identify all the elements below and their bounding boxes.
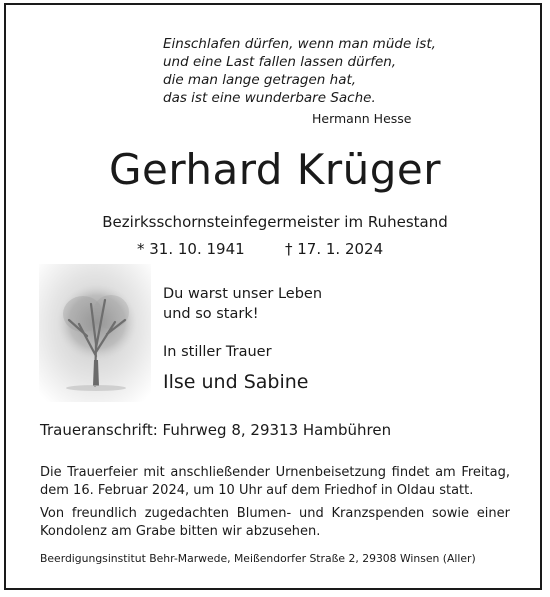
foggy-tree-icon xyxy=(39,264,151,402)
poem xyxy=(163,35,436,107)
poem-line: und eine Last fallen lassen dürfen, xyxy=(163,54,397,70)
death-date: † 17. 1. 2024 xyxy=(285,240,384,258)
mourning-label: In stiller Trauer xyxy=(163,344,272,360)
mourners-names: Ilse und Sabine xyxy=(163,371,309,393)
poem-line: das ist eine wunderbare Sache. xyxy=(163,90,376,106)
quote-line: und so stark! xyxy=(163,306,259,322)
poem-line: die man lange getragen hat, xyxy=(163,72,357,88)
mourning-address: Traueranschrift: Fuhrweg 8, 29313 Hambühren xyxy=(40,421,392,439)
poem-line: Einschlafen dürfen, wenn man müde ist, xyxy=(163,36,436,52)
flowers-notice: Von freundlich zugedachten Blumen- und Kranzspenden sowie einer Kondolenz am Grabe bitten wir abzusehen. xyxy=(40,506,510,539)
birth-date: * 31. 10. 1941 xyxy=(137,240,245,258)
deceased-name: Gerhard Krüger xyxy=(108,145,441,194)
funeral-home: Beerdigungsinstitut Behr-Marwede, Meißendorfer Straße 2, 29308 Winsen (Aller) xyxy=(40,552,476,565)
quote-line: Du warst unser Leben xyxy=(163,286,323,302)
poem-author: Hermann Hesse xyxy=(312,111,412,126)
quote xyxy=(163,284,322,324)
deceased-profession: Bezirksschornsteinfegermeister im Ruhestand xyxy=(102,213,448,231)
funeral-service-notice: Die Trauerfeier mit anschließender Urnenbeisetzung findet am Freitag, dem 16. Februar 2024, um 10 Uhr auf dem Friedhof in Oldau statt. xyxy=(40,465,510,498)
